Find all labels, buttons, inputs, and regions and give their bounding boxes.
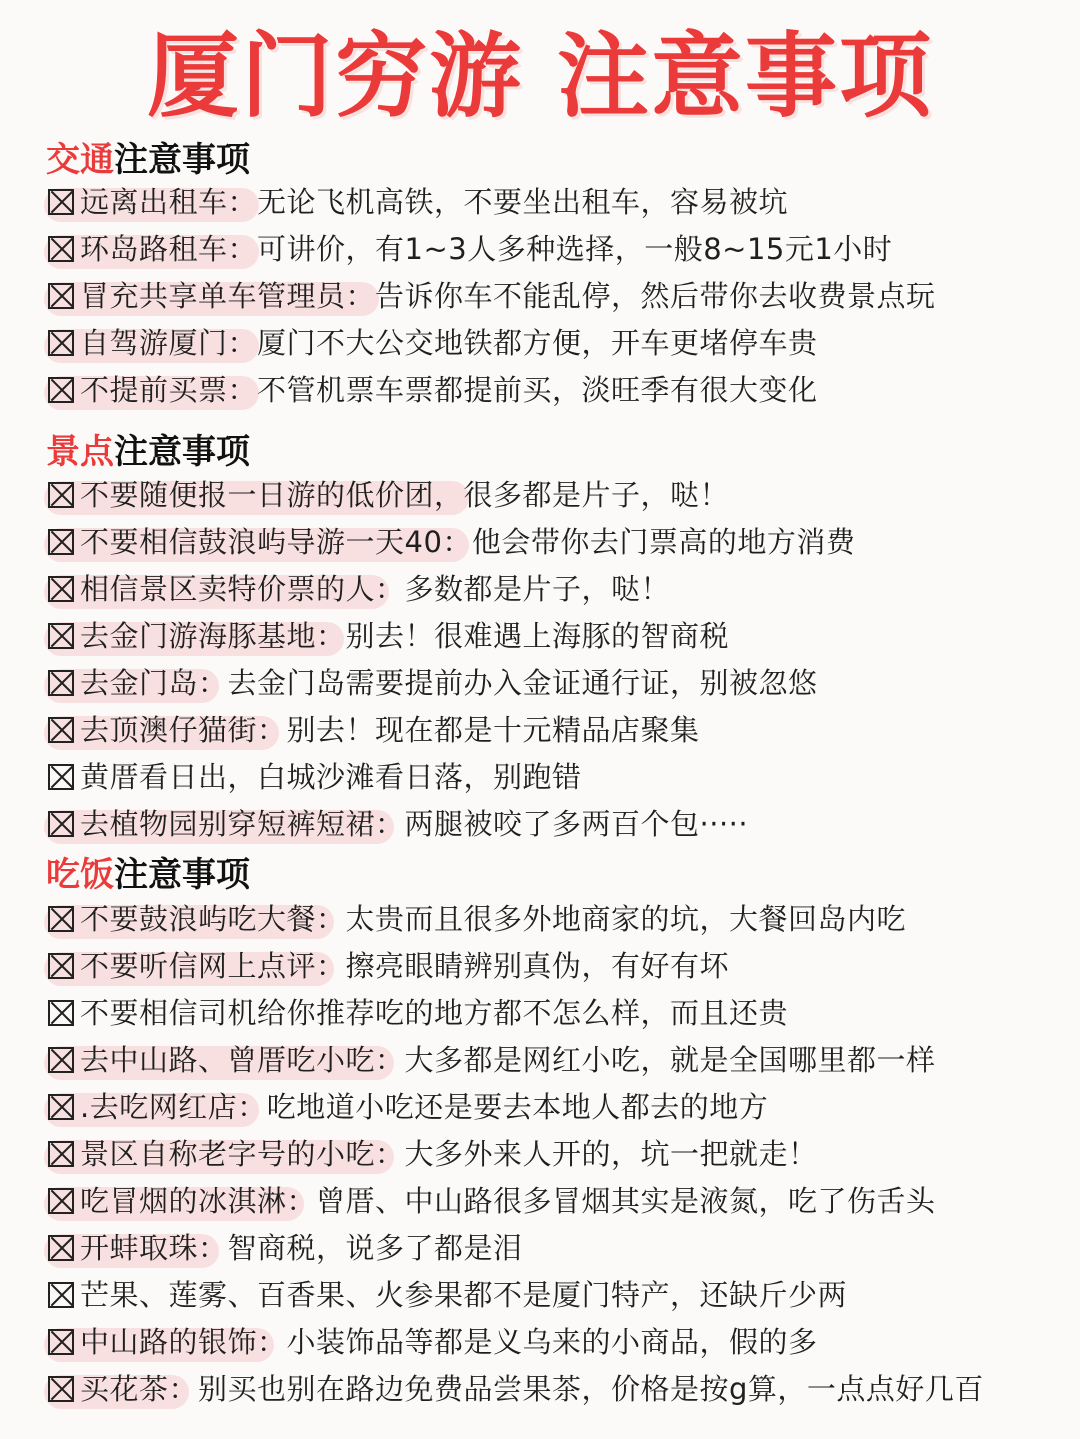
cross-box-icon <box>48 1047 74 1073</box>
cross-box-icon <box>48 623 74 649</box>
cross-box-icon <box>48 189 74 215</box>
section-heading-attractions <box>46 432 250 472</box>
cross-box-icon <box>48 906 74 932</box>
cross-box-icon <box>48 576 74 602</box>
cross-box-icon <box>48 1094 74 1120</box>
cross-box-icon <box>48 377 74 403</box>
cross-box-icon <box>48 1188 74 1214</box>
section-keyword: 景点 <box>46 432 114 472</box>
page-title: 厦门穷游 注意事项 <box>146 23 934 130</box>
cross-box-icon <box>48 1329 74 1355</box>
cross-box-icon <box>48 764 74 790</box>
cross-box-icon <box>48 811 74 837</box>
cross-box-icon <box>48 330 74 356</box>
section-suffix: 注意事项 <box>114 855 250 895</box>
cross-box-icon <box>48 283 74 309</box>
section-suffix: 注意事项 <box>114 432 250 472</box>
section-keyword: 交通 <box>46 140 114 180</box>
section-suffix: 注意事项 <box>114 140 250 180</box>
section-heading-transport <box>46 140 250 180</box>
cross-box-icon <box>48 953 74 979</box>
page: 厦门穷游 注意事项 交通注意事项 远离出租车：无论飞机高铁，不要坐出租车，容易被坑 环岛路租车：可讲价，有1~3人多种选择，一般8~15元1小时 冒充共享单车管理员：告诉你车不能乱停，然后带你去收费景点玩 自驾游厦门：厦门不大公交地铁都方便，开车更堵停车贵 不提前买票：不管机票车票都提前买，淡旺季有很大变化 景点注意事项 不要随便报一日游的低价团，很多都是片子，哒！ 不要相信鼓浪屿导游一天40：他会带你去门票高的地方消费 相信景区卖特价票的人：多数都是片子，哒！ 去金门游海豚基地：别去！很难遇上海豚的智商税 去金门岛：去金门岛需要提前办入金证通行证，别被忽悠 去顶澳仔猫街：别去！现在都是十元精品店聚集 黄厝看日出，白城沙滩看日落，别跑错 去植物园别穿短裤短裙：两腿被咬了多两百个包····· 吃饭注意事项 不要鼓浪屿吃大餐：太贵而且很多外地商家的坑，大餐回岛内吃 不要听信网上点评：擦亮眼睛辨别真伪，有好有坏 不要相信司机给你推荐吃的地方都不怎么样，而且还贵 去中山路、曾厝吃小吃：大多都是网红小吃，就是全国哪里都一样 .去吃网红店：吃地道小吃还是要去本地人都去的地方 景区自称老字号的小吃：大多外来人开的，坑一把就走！ 吃冒烟的冰淇淋：曾厝、中山路很多冒烟其实是液氮，吃了伤舌头 开蚌取珠：智商税，说多了都是泪 芒果、莲雾、百香果、火参果都不是厦门特产，还缺斤少两 中山路的银饰：小装饰品等都是义乌来的小商品，假的多 买花茶：别买也别在路边免费品尝果茶，价格是按g算，一点点好几百 <box>0 0 1080 1439</box>
cross-box-icon <box>48 1282 74 1308</box>
cross-box-icon <box>48 1235 74 1261</box>
cross-box-icon <box>48 236 74 262</box>
cross-box-icon <box>48 1376 74 1402</box>
cross-box-icon <box>48 1141 74 1167</box>
section-keyword: 吃饭 <box>46 855 114 895</box>
cross-box-icon <box>48 717 74 743</box>
cross-box-icon <box>48 1000 74 1026</box>
cross-box-icon <box>48 529 74 555</box>
cross-box-icon <box>48 482 74 508</box>
section-heading-food <box>46 855 250 895</box>
cross-box-icon <box>48 670 74 696</box>
